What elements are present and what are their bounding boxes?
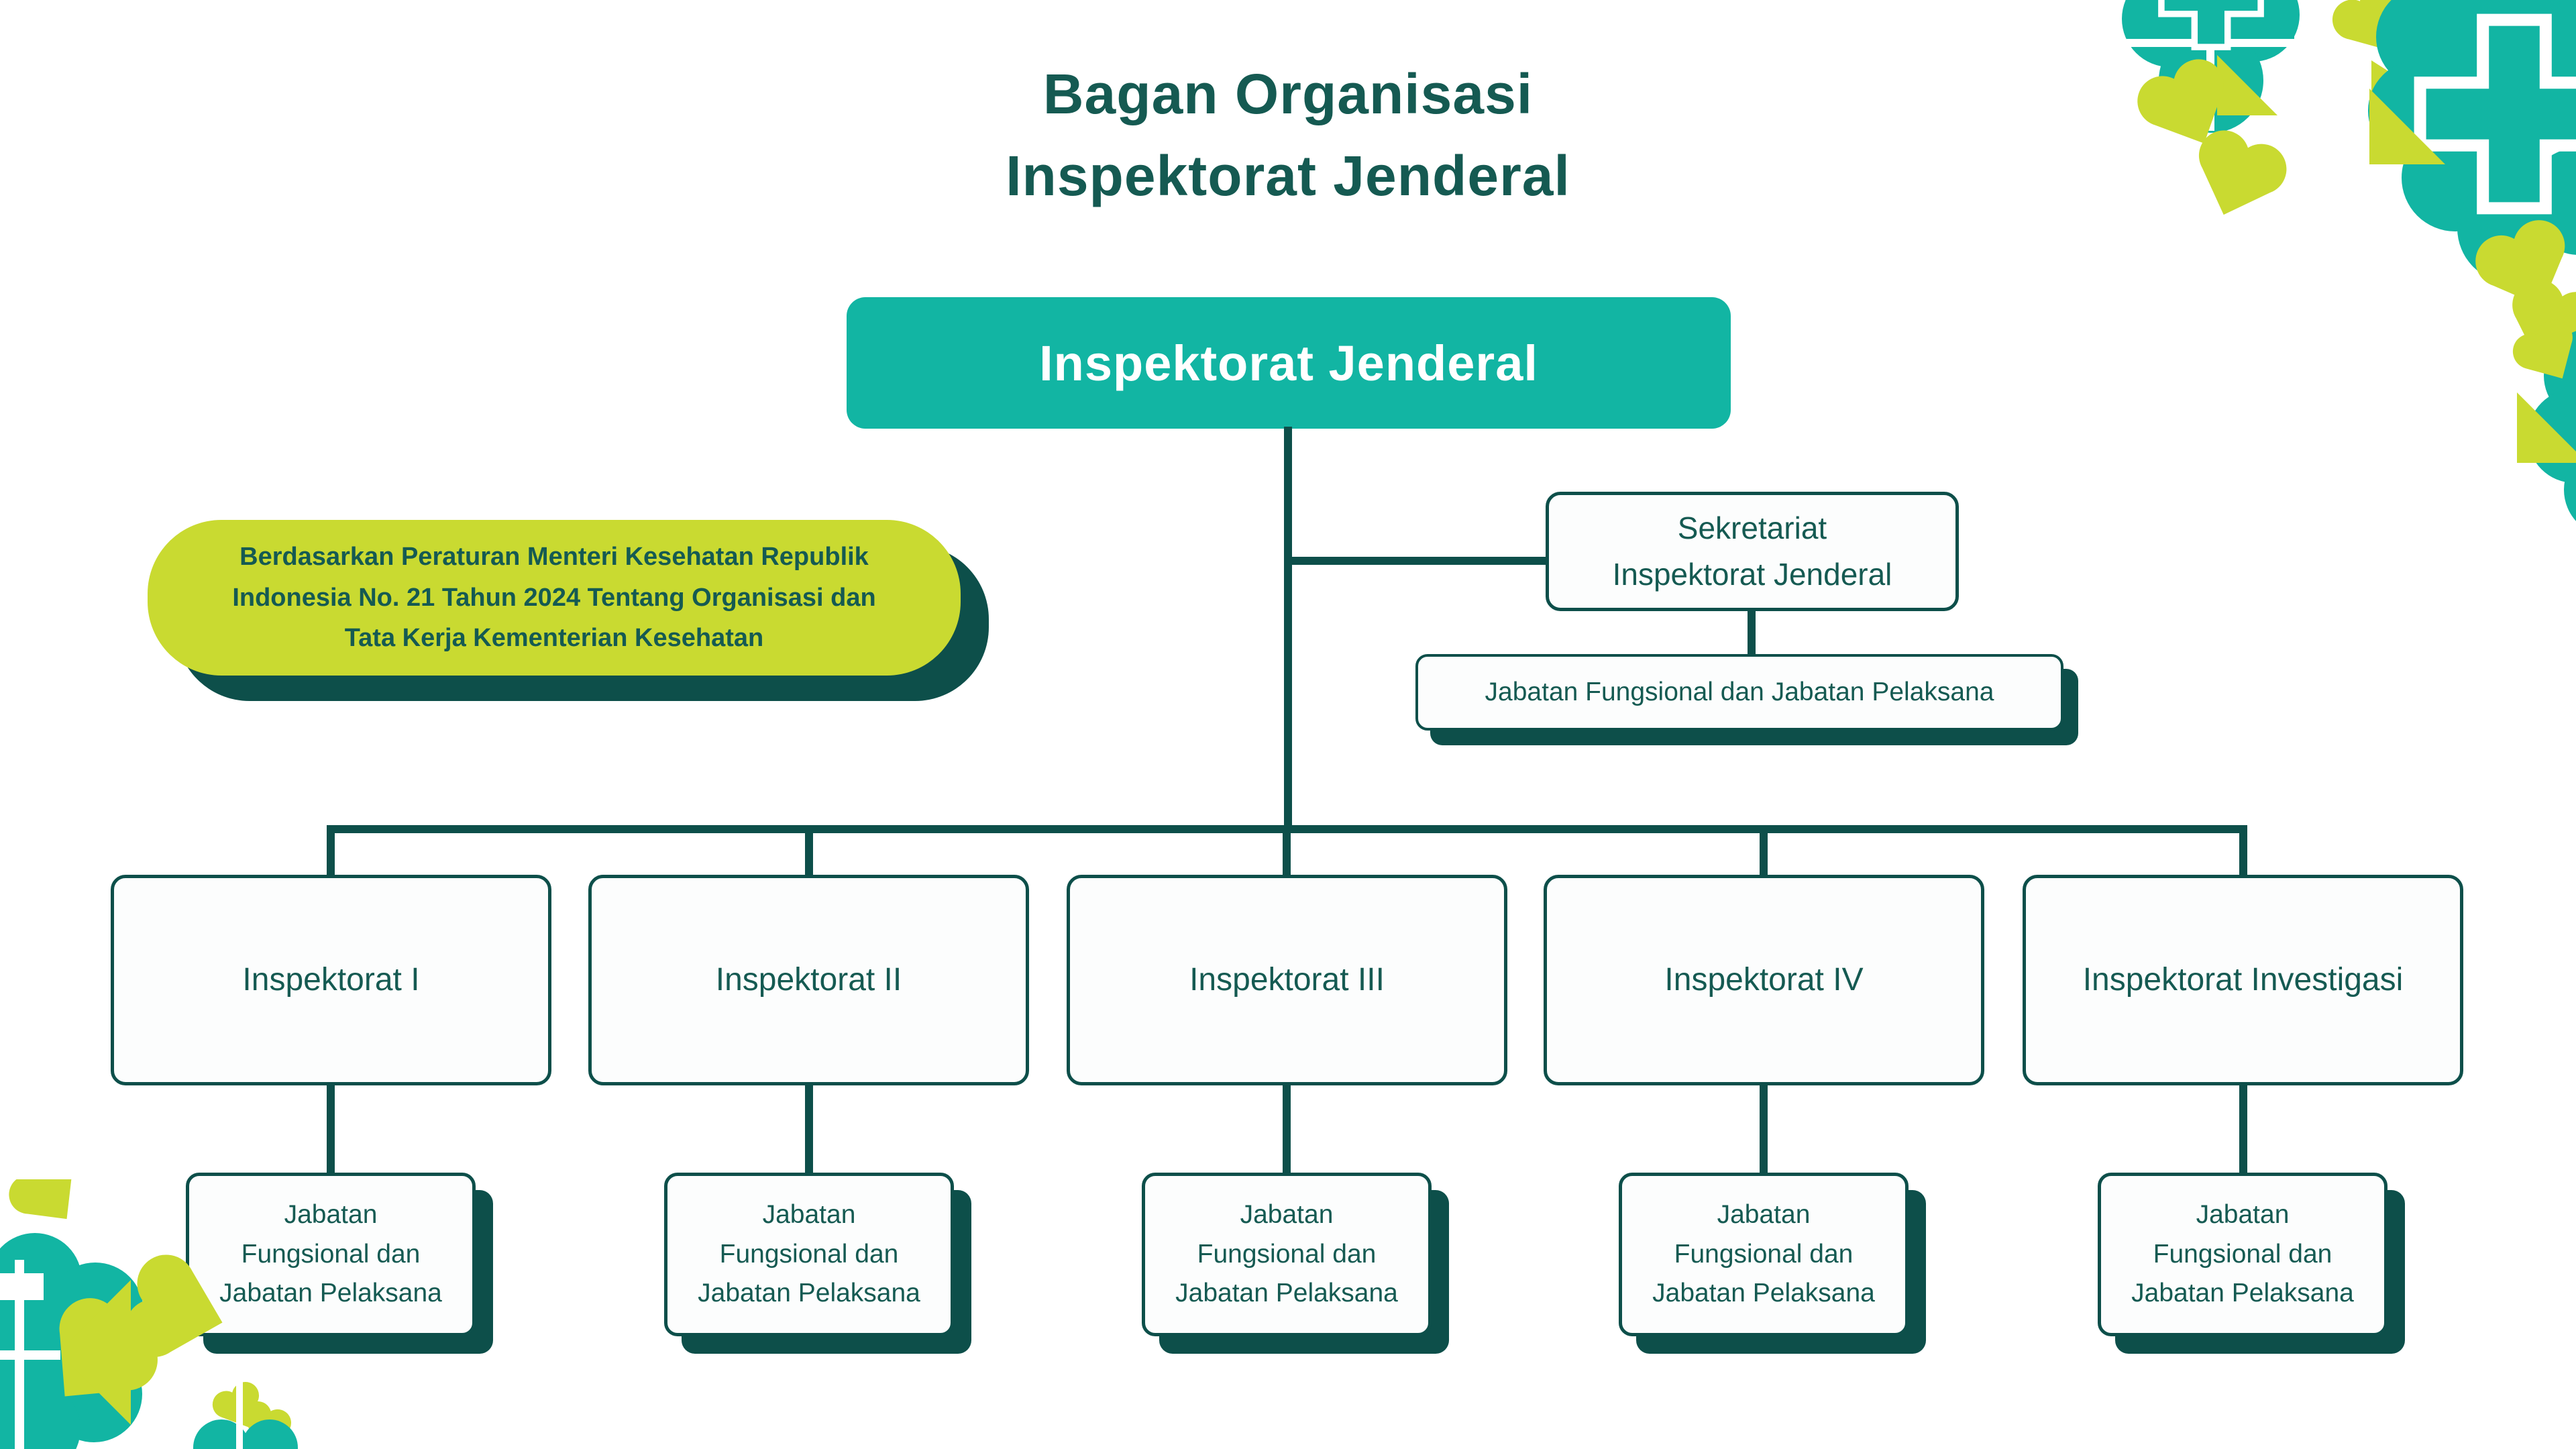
sub-label-line: Fungsional dan (241, 1239, 421, 1269)
unit-label: Inspektorat I (242, 962, 420, 998)
connector-secretariat-sub (1748, 610, 1756, 654)
functional-node-unit5 (2098, 1173, 2387, 1336)
sub-label-line: Fungsional dan (1674, 1239, 1854, 1269)
secretariat-label-line1: Sekretariat (1677, 511, 1827, 545)
heart-icon (1, 1179, 94, 1240)
functional-node-unit4 (1619, 1173, 1909, 1336)
note-line1: Berdasarkan Peraturan Menteri Kesehatan Republik (239, 542, 869, 571)
sub-label-line: Fungsional dan (1197, 1239, 1377, 1269)
sub-label-line: Jabatan Pelaksana (2131, 1279, 2354, 1308)
clover-icon (193, 1377, 298, 1449)
decoration-bottom-left (0, 1179, 416, 1449)
root-node-label: Inspektorat Jenderal (1039, 335, 1538, 391)
connector-sub-unit5 (2239, 1085, 2247, 1173)
unit-node-inspektorat-2 (588, 875, 1029, 1085)
sub-label-line: Jabatan Pelaksana (698, 1279, 920, 1308)
connector-drop-unit5 (2239, 825, 2247, 875)
secretariat-node (1546, 492, 1959, 611)
functional-node-unit3 (1142, 1173, 1432, 1336)
page-title-line1: Bagan Organisasi (1042, 62, 1534, 125)
note-line2: Indonesia No. 21 Tahun 2024 Tentang Organisasi dan (232, 583, 876, 612)
unit-node-inspektorat-investigasi (2023, 875, 2463, 1085)
sub-label-line: Fungsional dan (2153, 1239, 2332, 1269)
decoration-top-right (2080, 0, 2576, 537)
connector-drop-unit3 (1283, 825, 1291, 875)
connector-sub-unit1 (327, 1085, 335, 1173)
secretariat-label-line2: Inspektorat Jenderal (1612, 557, 1892, 592)
connector-sub-unit2 (805, 1085, 813, 1173)
unit-node-inspektorat-3 (1067, 875, 1507, 1085)
unit-node-inspektorat-1 (111, 875, 551, 1085)
unit-label: Inspektorat II (715, 962, 902, 998)
sub-label-line: Jabatan (1240, 1200, 1334, 1230)
sub-label-line: Jabatan (284, 1200, 378, 1230)
functional-node-secretariat (1415, 654, 2063, 731)
unit-label: Inspektorat III (1189, 962, 1385, 998)
connector-drop-unit1 (327, 825, 335, 875)
note-line3: Tata Kerja Kementerian Kesehatan (344, 624, 764, 653)
sub-label-line: Jabatan (762, 1200, 856, 1230)
functional-node-unit2 (664, 1173, 954, 1336)
sub-label-line: Jabatan Pelaksana (1652, 1279, 1875, 1308)
sub-label-line: Fungsional dan (719, 1239, 899, 1269)
page-title-line2: Inspektorat Jenderal (1006, 144, 1570, 207)
unit-label: Inspektorat Investigasi (2082, 962, 2404, 998)
note-pill (148, 520, 961, 676)
unit-label: Inspektorat IV (1664, 962, 1864, 998)
connector-drop-unit4 (1760, 825, 1768, 875)
sub-label-line: Jabatan (1717, 1200, 1811, 1230)
root-node-inspektorat-jenderal (847, 297, 1731, 429)
sub-label-line: Jabatan (2196, 1200, 2290, 1230)
sub-label-line: Jabatan Pelaksana (219, 1279, 442, 1308)
connector-root-vertical (1284, 427, 1292, 833)
connector-sub-unit3 (1283, 1085, 1291, 1173)
connector-drop-unit2 (805, 825, 813, 875)
connector-sub-unit4 (1760, 1085, 1768, 1173)
connector-branch-secretariat (1284, 557, 1551, 565)
functional-node-label: Jabatan Fungsional dan Jabatan Pelaksana (1485, 678, 1994, 706)
unit-node-inspektorat-4 (1544, 875, 1984, 1085)
sub-label-line: Jabatan Pelaksana (1175, 1279, 1398, 1308)
